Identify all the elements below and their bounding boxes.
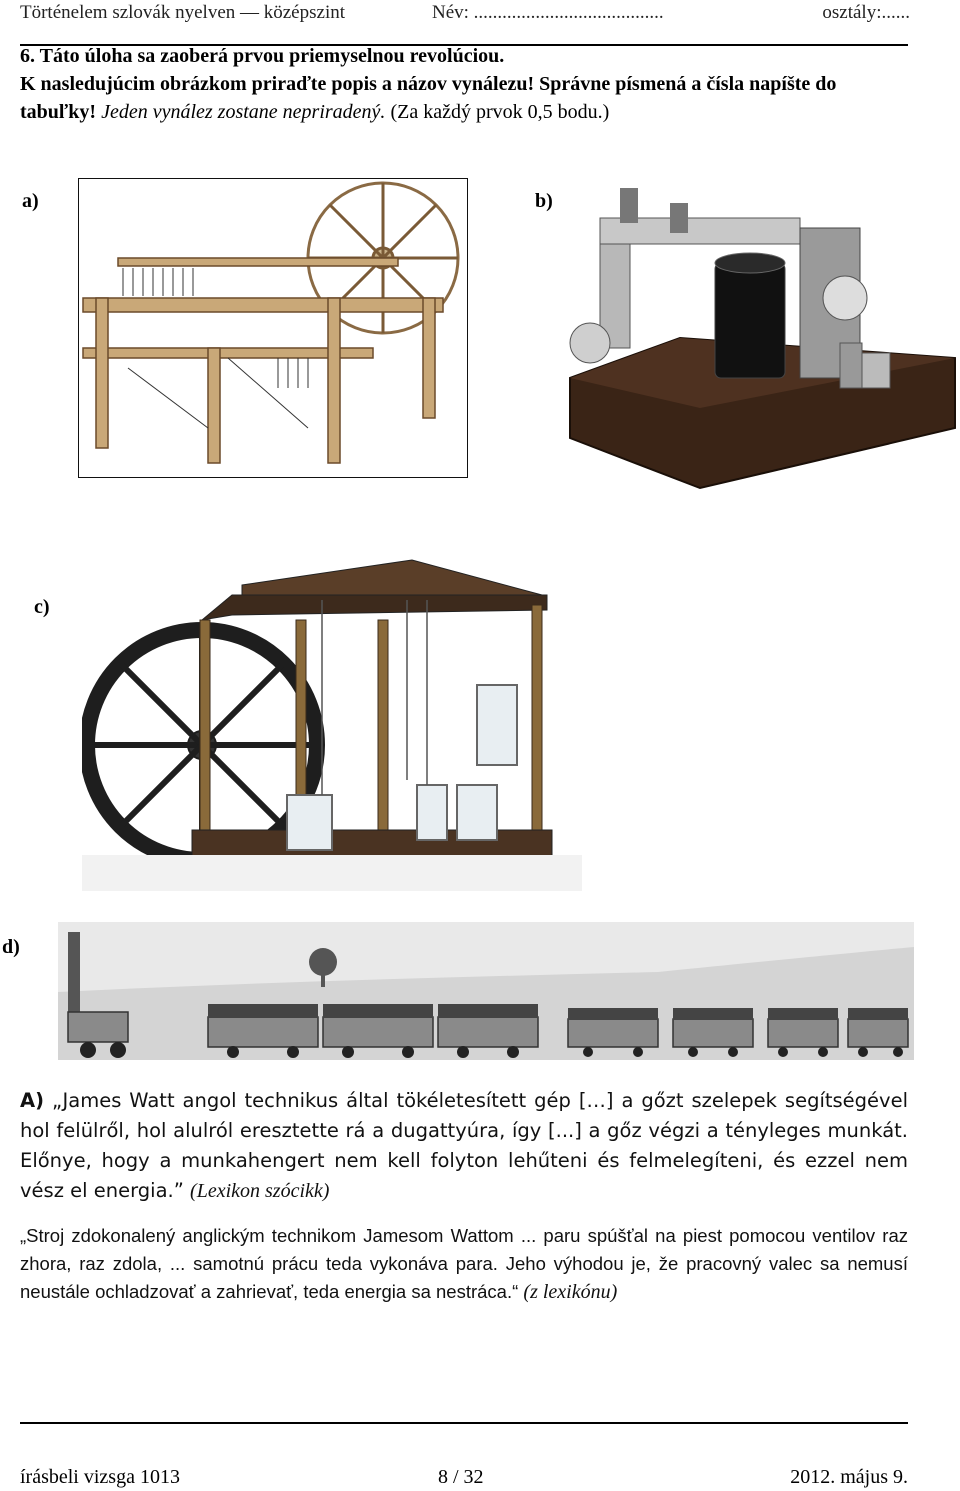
header-class-field: osztály:......: [822, 2, 910, 23]
footer-rule: [20, 1422, 908, 1424]
footer-exam-code: írásbeli vizsga 1013: [20, 1466, 180, 1488]
description-sk-source: (z lexikónu): [523, 1281, 618, 1303]
telegraph-relay-image: [560, 168, 958, 498]
description-a-source: (Lexikon szócikk): [190, 1180, 330, 1202]
railway-train-image: [58, 922, 914, 1060]
description-sk: [20, 1222, 908, 1306]
figure-c-label: c): [34, 596, 50, 618]
footer-date: 2012. május 9.: [790, 1466, 908, 1488]
description-sk-body: „Stroj zdokonalený anglickým technikom Jamesom Wattom ... paru spúšťal na piest pomocou ventilov raz zhora, raz zdola, ... samotnú prácu teda vykonáva para. Jeho výhodou je, že pracovný valec sa nemusí neustále ochladzovať a zahrievať, teda energia sa nestráca.“: [20, 1225, 908, 1302]
description-marker: A): [20, 1089, 45, 1112]
task-points: (Za každý prvok 0,5 bodu.): [390, 101, 610, 123]
task-statement: [20, 42, 910, 126]
page-header: [20, 0, 910, 30]
task-instruction: K nasledujúcim obrázkom priraďte popis a názov vynálezu! Správne písmená a čísla napíšte do tabuľky!: [20, 73, 837, 123]
figure-d-label: d): [2, 936, 20, 958]
task-title: 6. Táto úloha sa zaoberá prvou priemyselnou revolúciou.: [20, 45, 505, 67]
footer-page-number: 8 / 32: [438, 1466, 484, 1488]
description-a-body: „James Watt angol technikus által tökéletesített gép […] a gőzt szelepek segítségével hol felülről, hol alulról eresztette rá a dugattyúra, így [...] a gőz végzi a tényleges munkát. Előnye, hogy a munkahengert nem kell folyton lehűteni és felmelegíteni, és ezzel nem vész el energia.”: [20, 1089, 908, 1202]
steam-engine-image: [82, 555, 582, 891]
header-subject: Történelem szlovák nyelven — középszint: [20, 2, 346, 23]
header-name-field: Név: ........................................: [432, 2, 664, 23]
task-note: Jeden vynález zostane nepriradený.: [101, 101, 386, 123]
figure-a-label: a): [22, 190, 39, 212]
description-a: [20, 1086, 908, 1206]
spinning-jenny-image: [78, 178, 468, 478]
figure-b-label: b): [535, 190, 553, 212]
